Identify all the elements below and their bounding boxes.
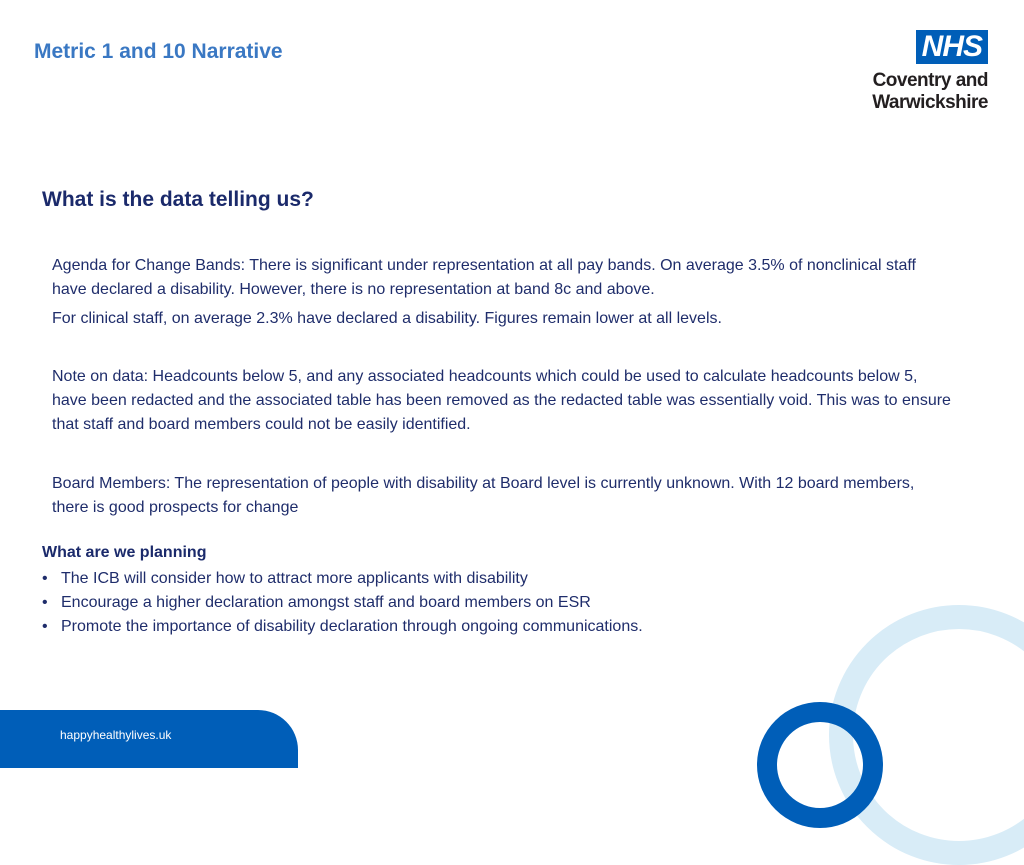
org-name-line-1: Coventry and: [872, 70, 988, 91]
org-name-line-2: Warwickshire: [872, 92, 988, 113]
section-heading: What is the data telling us?: [42, 188, 314, 211]
list-item: [42, 615, 643, 639]
footer-bar: [0, 710, 298, 768]
bullet-icon: •: [42, 570, 48, 587]
slide-title: Metric 1 and 10 Narrative: [34, 40, 283, 63]
paragraph-clinical-staff: For clinical staff, on average 2.3% have declared a disability. Figures remain lower at all levels.: [52, 310, 722, 327]
list-item-text: Promote the importance of disability declaration through ongoing communications.: [61, 618, 643, 635]
bullet-icon: •: [42, 594, 48, 611]
planning-heading: What are we planning: [42, 544, 207, 561]
decorative-arc-dark: [757, 702, 883, 828]
nhs-logo: [872, 30, 988, 114]
nhs-badge: NHS: [916, 30, 988, 64]
list-item: [42, 567, 643, 591]
footer-url[interactable]: happyhealthylives.uk: [60, 728, 172, 742]
bullet-icon: •: [42, 618, 48, 635]
planning-list: [42, 567, 643, 639]
list-item: [42, 591, 643, 615]
paragraph-agenda-for-change: Agenda for Change Bands: There is significant under representation at all pay bands. On average 3.5% of nonclinical staff have declared a disability. However, there is no representation at band 8c and above.: [52, 257, 916, 298]
list-item-text: The ICB will consider how to attract more applicants with disability: [61, 570, 528, 587]
paragraph-board-members: Board Members: The representation of people with disability at Board level is currently unknown. With 12 board members, there is good prospects for change: [52, 475, 915, 516]
list-item-text: Encourage a higher declaration amongst staff and board members on ESR: [61, 594, 591, 611]
paragraph-note-on-data: Note on data: Headcounts below 5, and any associated headcounts which could be used to calculate headcounts below 5, have been redacted and the associated table has been removed as the redacted table was essentially void. This was to ensure that staff and board members could not be easily identified.: [52, 368, 951, 433]
